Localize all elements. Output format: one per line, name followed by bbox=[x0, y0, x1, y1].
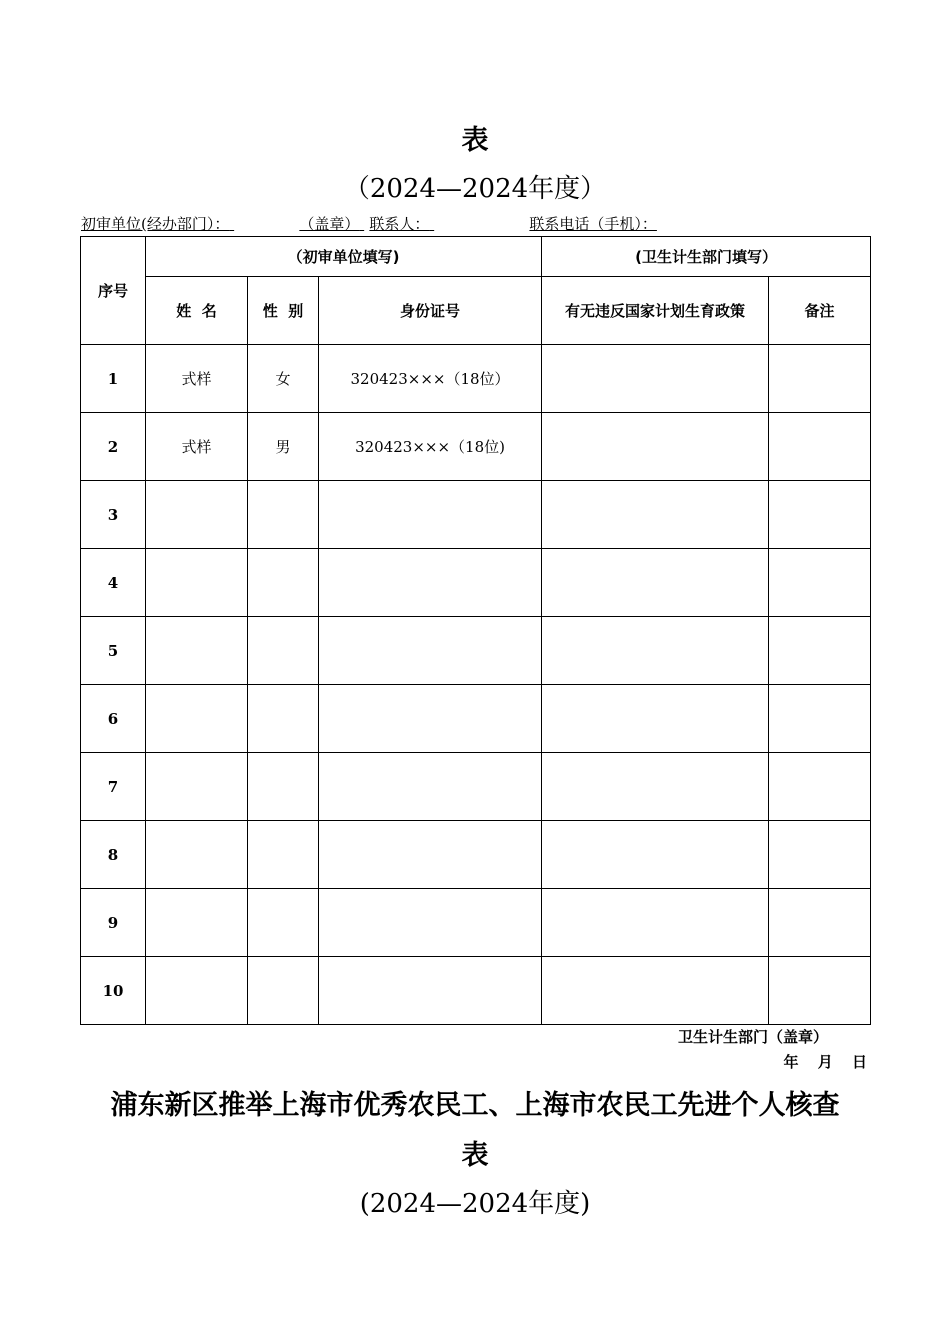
cell-remark bbox=[769, 889, 871, 957]
info-line bbox=[81, 213, 657, 234]
cell-violation bbox=[542, 753, 769, 821]
col-seq-header: 序号 bbox=[81, 237, 146, 345]
cell-name bbox=[146, 821, 248, 889]
cell-remark bbox=[769, 345, 871, 413]
cell-id bbox=[319, 549, 542, 617]
cell-name bbox=[146, 889, 248, 957]
cell-gender bbox=[248, 889, 319, 957]
cell-id bbox=[319, 685, 542, 753]
cell-seq: 7 bbox=[81, 753, 146, 821]
cell-seq: 4 bbox=[81, 549, 146, 617]
cell-id: 320423×××（18位) bbox=[319, 413, 542, 481]
group-health-header: (卫生计生部门填写） bbox=[542, 237, 871, 277]
cell-id bbox=[319, 821, 542, 889]
table-row bbox=[81, 753, 871, 821]
cell-name bbox=[146, 617, 248, 685]
cell-name bbox=[146, 481, 248, 549]
cell-seq: 10 bbox=[81, 957, 146, 1025]
cell-gender bbox=[248, 617, 319, 685]
table-row bbox=[81, 957, 871, 1025]
cell-remark bbox=[769, 481, 871, 549]
next-form-title-line2: 表 bbox=[461, 1140, 489, 1171]
cell-seq: 8 bbox=[81, 821, 146, 889]
cell-violation bbox=[542, 821, 769, 889]
cell-violation bbox=[542, 345, 769, 413]
cell-gender bbox=[248, 753, 319, 821]
spacer bbox=[359, 215, 369, 233]
seal-label: （盖章） bbox=[299, 215, 360, 233]
cell-remark bbox=[769, 617, 871, 685]
cell-name bbox=[146, 957, 248, 1025]
cell-gender bbox=[248, 685, 319, 753]
form-year: （2024—2024年度） bbox=[343, 174, 607, 204]
cell-violation bbox=[542, 549, 769, 617]
cell-violation bbox=[542, 617, 769, 685]
cell-name bbox=[146, 753, 248, 821]
phone-label: 联系电话（手机）： bbox=[529, 215, 657, 233]
cell-seq: 3 bbox=[81, 481, 146, 549]
table-row bbox=[81, 685, 871, 753]
cell-gender: 女 bbox=[248, 345, 319, 413]
cell-seq: 2 bbox=[81, 413, 146, 481]
cell-gender bbox=[248, 549, 319, 617]
unit-label: 初审单位(经办部门）： bbox=[81, 215, 230, 233]
cell-id bbox=[319, 617, 542, 685]
next-form-title-line1: 浦东新区推举上海市优秀农民工、上海市农民工先进个人核查 bbox=[110, 1090, 840, 1121]
cell-gender bbox=[248, 481, 319, 549]
cell-gender bbox=[248, 957, 319, 1025]
cell-remark bbox=[769, 753, 871, 821]
cell-id bbox=[319, 957, 542, 1025]
contact-blank bbox=[429, 215, 529, 233]
table-row bbox=[81, 617, 871, 685]
cell-name bbox=[146, 549, 248, 617]
table-row bbox=[81, 481, 871, 549]
cell-name bbox=[146, 685, 248, 753]
verification-table bbox=[80, 236, 871, 1025]
col-violation-header: 有无违反国家计划生育政策 bbox=[542, 277, 769, 345]
cell-id bbox=[319, 753, 542, 821]
cell-violation bbox=[542, 685, 769, 753]
table-row bbox=[81, 549, 871, 617]
cell-seq: 6 bbox=[81, 685, 146, 753]
cell-remark bbox=[769, 821, 871, 889]
cell-violation bbox=[542, 413, 769, 481]
contact-label: 联系人： bbox=[369, 215, 430, 233]
cell-seq: 1 bbox=[81, 345, 146, 413]
cell-remark bbox=[769, 685, 871, 753]
cell-violation bbox=[542, 957, 769, 1025]
form-title-tail: 表 bbox=[461, 125, 489, 156]
sign-date: 年 月 日 bbox=[783, 1053, 867, 1071]
unit-blank bbox=[229, 215, 299, 233]
cell-seq: 9 bbox=[81, 889, 146, 957]
cell-gender: 男 bbox=[248, 413, 319, 481]
cell-name: 式样 bbox=[146, 345, 248, 413]
dept-seal: 卫生计生部门（盖章） bbox=[677, 1028, 828, 1046]
col-remark-header: 备注 bbox=[769, 277, 871, 345]
next-form-year: (2024—2024年度) bbox=[359, 1189, 591, 1219]
table-row bbox=[81, 345, 871, 413]
cell-remark bbox=[769, 549, 871, 617]
table-row bbox=[81, 889, 871, 957]
cell-violation bbox=[542, 481, 769, 549]
cell-gender bbox=[248, 821, 319, 889]
cell-violation bbox=[542, 889, 769, 957]
col-id-header: 身份证号 bbox=[319, 277, 542, 345]
col-name-header: 姓 名 bbox=[146, 277, 248, 345]
cell-remark bbox=[769, 413, 871, 481]
cell-name: 式样 bbox=[146, 413, 248, 481]
cell-id bbox=[319, 889, 542, 957]
cell-id bbox=[319, 481, 542, 549]
cell-id: 320423×××（18位） bbox=[319, 345, 542, 413]
cell-remark bbox=[769, 957, 871, 1025]
col-gender-header: 性 别 bbox=[248, 277, 319, 345]
cell-seq: 5 bbox=[81, 617, 146, 685]
table-row bbox=[81, 821, 871, 889]
table-row bbox=[81, 413, 871, 481]
group-initial-header: （初审单位填写) bbox=[146, 237, 542, 277]
